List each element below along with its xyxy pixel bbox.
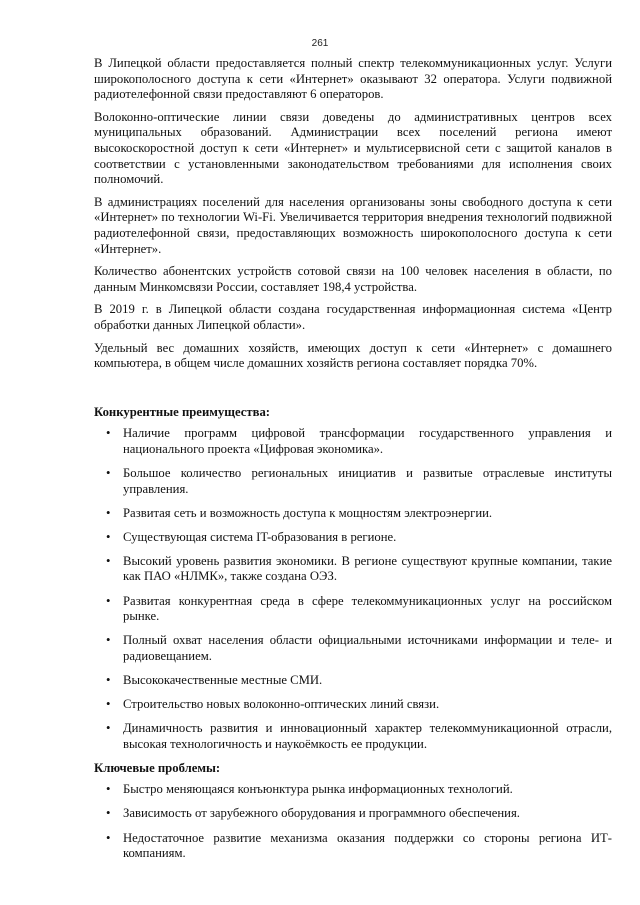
problems-list [94,782,612,861]
list-item-text: Наличие программ цифровой трансформации государственного управления и национального проекта «Цифровая экономика». [123,426,612,456]
list-item [94,554,612,585]
paragraph-cellular-devices: Количество абонентских устройств сотовой связи на 100 человек населения в области, по данным Минкомсвязи России, составляет 198,4 устройства. [94,264,612,294]
bullet-icon: • [106,465,111,480]
advantages-heading: Конкурентные преимущества: [94,404,271,419]
advantages-list [94,426,612,752]
paragraph-household-internet: Удельный вес домашних хозяйств, имеющих доступ к сети «Интернет» с домашнего компьютера, в общем числе домашних хозяйств региона составляет порядка 70%. [94,340,612,371]
section-spacer [94,379,612,405]
list-item-text: Большое количество региональных инициатив и развитые отраслевые институты управления. [123,465,612,496]
list-item-text: Динамичность развития и инновационный характер телекоммуникационной отрасли, высокая технологичность и наукоёмкость ее продукции. [123,721,612,751]
list-item [94,697,612,713]
bullet-icon: • [106,672,111,687]
list-item [94,426,612,457]
list-item-text: Существующая система IT-образования в регионе. [123,529,397,544]
bullet-icon: • [106,697,111,711]
bullet-icon: • [106,593,111,608]
list-item-text: Недостаточное развитие механизма оказания поддержки со стороны региона ИТ-компаниям. [123,830,612,861]
paragraph-data-center: В 2019 г. в Липецкой области создана государственная информационная система «Центр обработки данных Липецкой области». [94,302,612,332]
paragraph-wifi-zones: В администрациях поселений для населения организованы зоны свободного доступа к сети «Интернет» по технологии Wi-Fi. Увеличивается территория внедрения технологий подвижной радиотелефонной связи, предоставляющих возможность широкополосного доступа к сети «Интернет». [94,194,612,256]
list-item [94,633,612,664]
bullet-icon: • [106,782,111,797]
list-item [94,506,612,522]
list-item-text: Строительство новых волоконно-оптических линий связи. [123,697,440,711]
bullet-icon: • [106,426,111,441]
list-item [94,782,612,798]
bullet-icon: • [106,830,111,845]
list-item [94,721,612,752]
problems-heading: Ключевые проблемы: [94,760,221,775]
list-item-text: Полный охват населения области официальными источниками информации и теле- и радиовещанием. [123,633,612,663]
bullet-icon: • [106,505,111,520]
bullet-icon: • [106,633,111,648]
list-item-text: Высокий уровень развития экономики. В регионе существуют крупные компании, такие как ПАО «НЛМК», также создана ОЭЗ. [123,553,612,584]
list-item [94,673,612,689]
page-number: 261 [311,38,329,49]
list-item [94,806,612,822]
list-item-text: Зависимость от зарубежного оборудования и программного обеспечения. [123,806,520,821]
list-item [94,530,612,546]
document-body [94,56,612,870]
paragraph-telecom-services: В Липецкой области предоставляется полный спектр телекоммуникационных услуг. Услуги широкополосного доступа к сети «Интернет» оказывают 32 оператора. Услуги подвижной радиотелефонной связи предоставляют 6 операторов. [94,56,612,102]
list-item [94,594,612,625]
list-item-text: Быстро меняющаяся конъюнктура рынка информационных технологий. [123,782,513,797]
list-item-text: Высококачественные местные СМИ. [123,672,323,687]
bullet-icon: • [106,806,111,821]
paragraph-fiber-optic-lines: Волоконно-оптические линии связи доведены до административных центров всех муниципальных образований. Администрации всех поселений региона имеют высокоскоростной доступ к сети «Интернет» и мультисервисной сети с защитой каналов в соответствии с установленными законодательством требованиями для исполнения своих полномочий. [94,109,612,187]
list-item-text: Развитая сеть и возможность доступа к мощностям электроэнергии. [123,505,493,520]
bullet-icon: • [106,553,111,568]
list-item [94,831,612,862]
list-item [94,466,612,497]
bullet-icon: • [106,529,111,544]
bullet-icon: • [106,721,111,736]
list-item-text: Развитая конкурентная среда в сфере телекоммуникационных услуг на российском рынке. [123,593,612,624]
